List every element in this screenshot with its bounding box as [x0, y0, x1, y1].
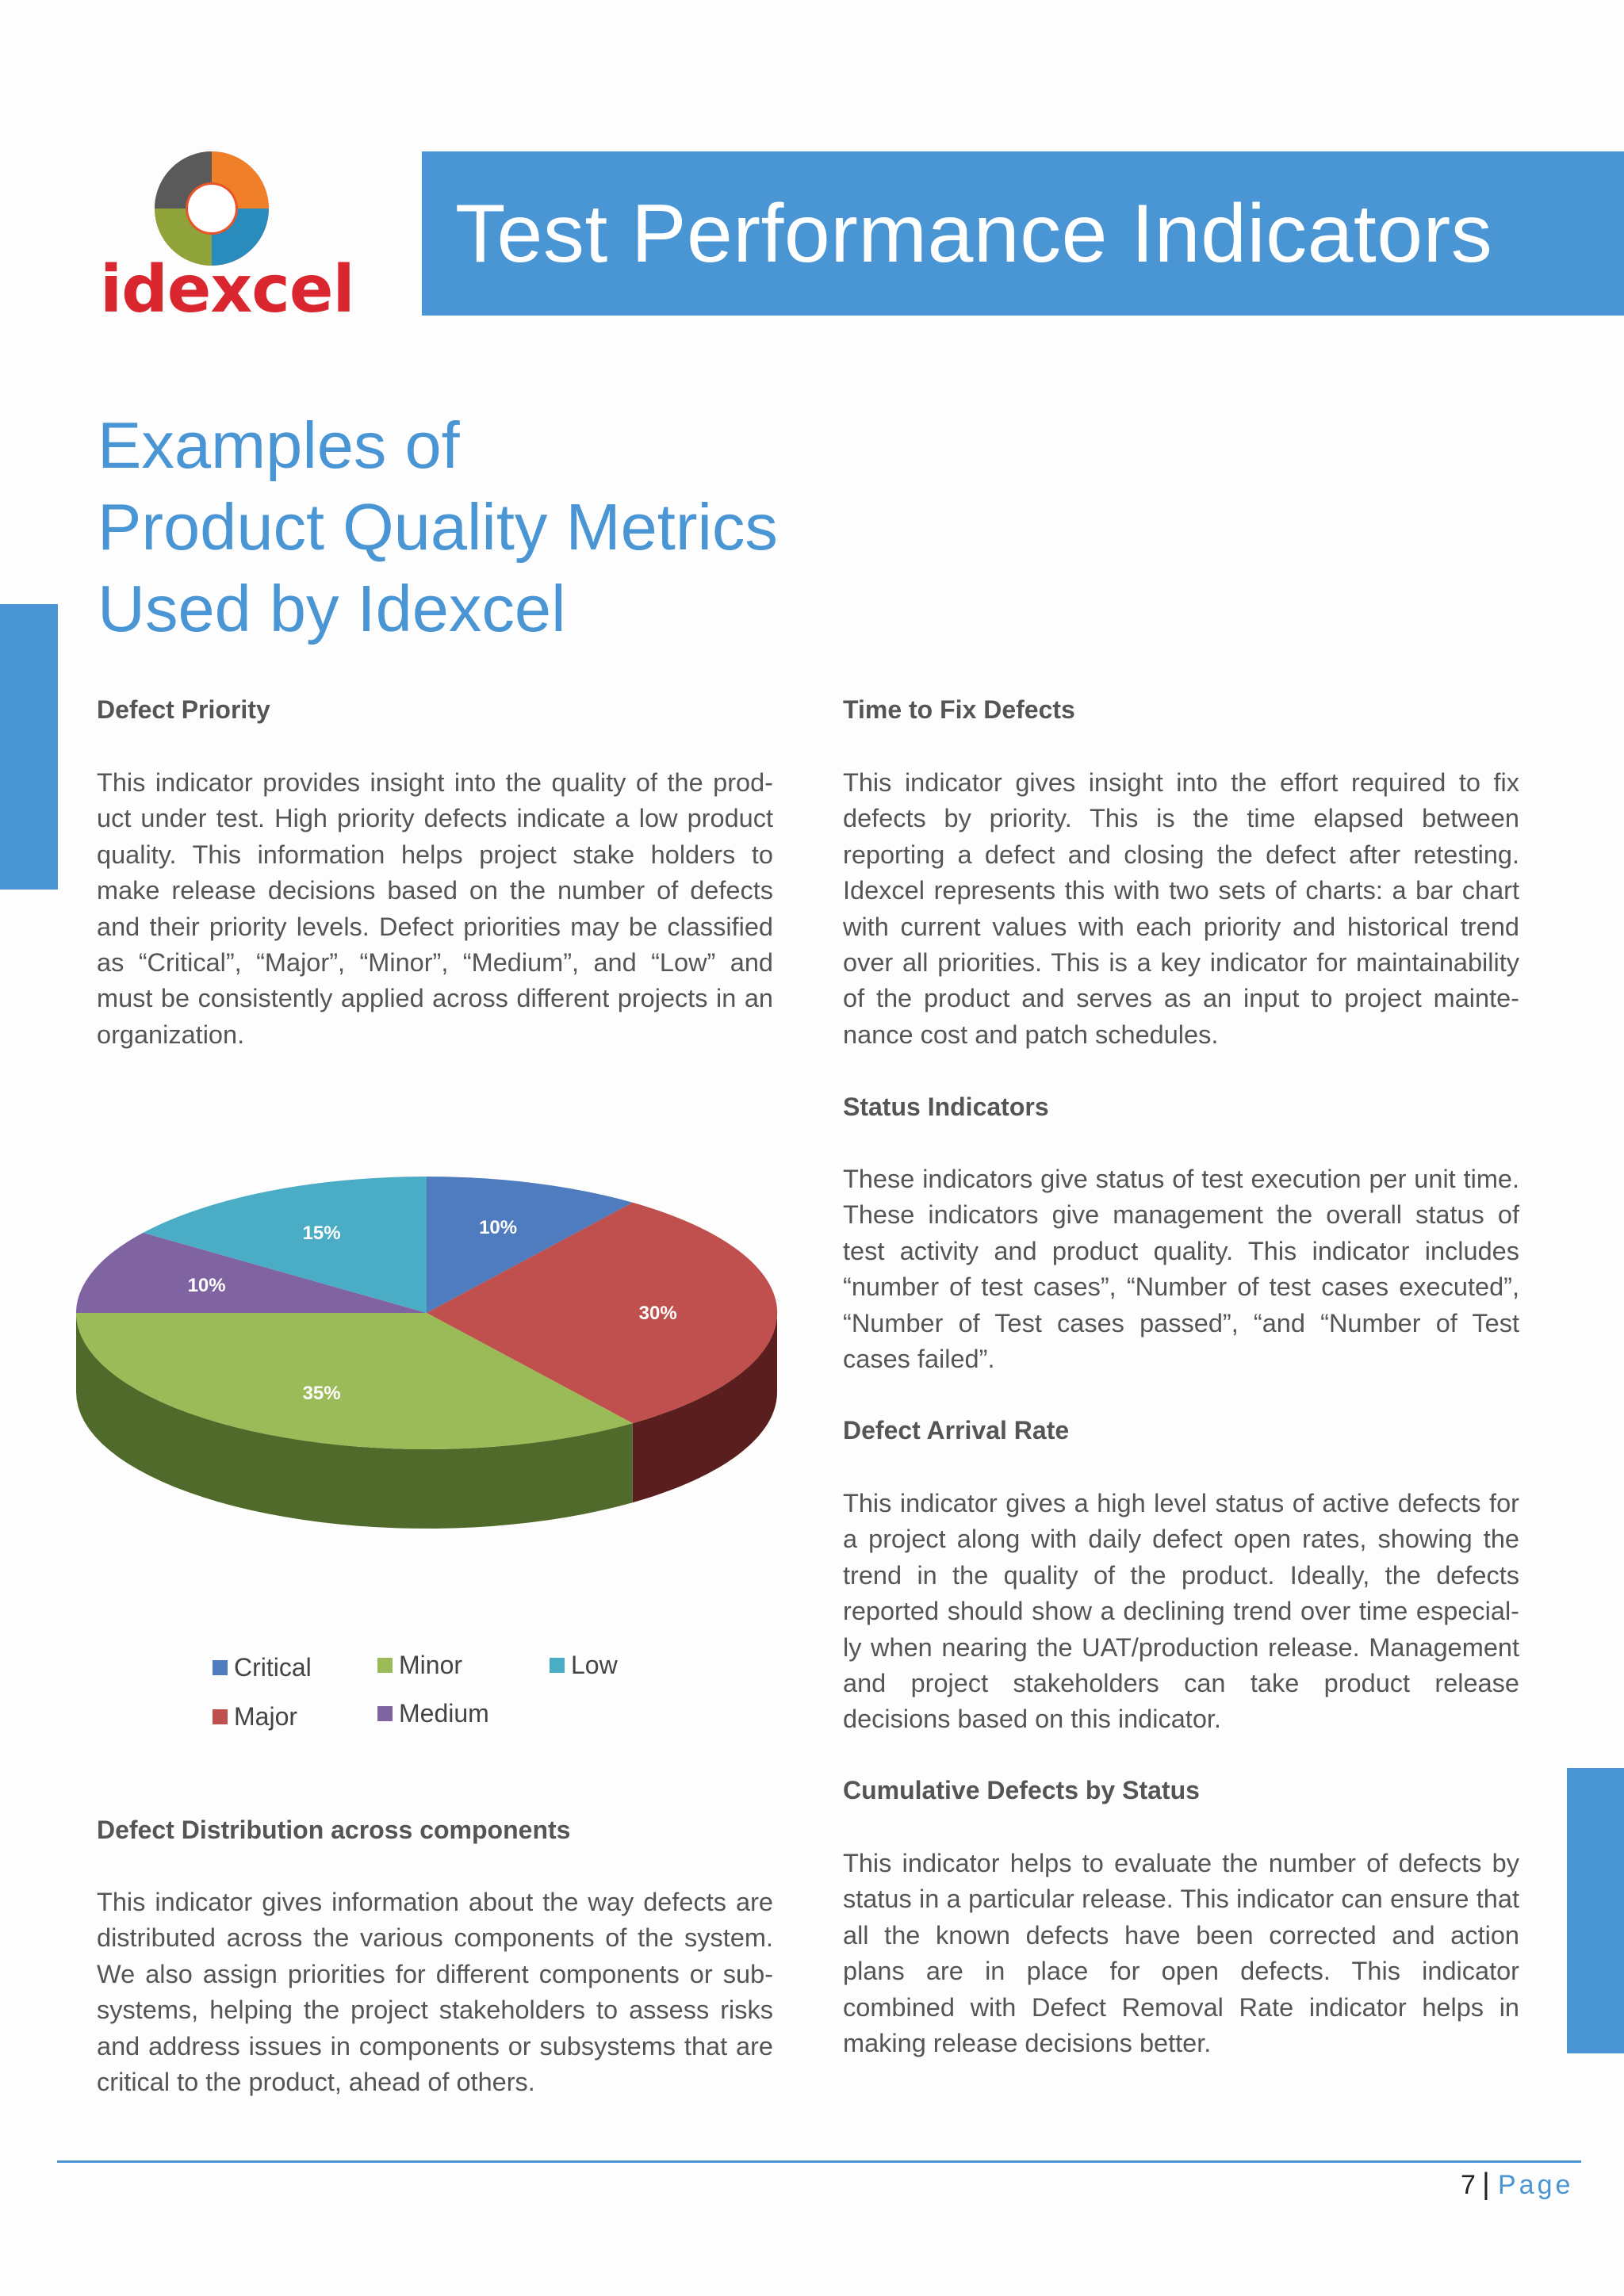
legend-label-low: Low: [571, 1651, 618, 1679]
pie-label-low: 15%: [302, 1222, 341, 1244]
defect-distribution-heading: Defect Distribution across components: [97, 1816, 571, 1844]
status-indicators-body: These indicators give status of test execution per unit time. These indicators give management the overall status of test activity and product quality. This indicator includes “number of test cases”, “Number of test cases executed”, “Number of Test cases passed”, “and “Number of Test cases failed”.: [843, 1165, 1519, 1374]
legend-swatch-low: [550, 1658, 565, 1673]
status-indicators-heading: Status Indicators: [843, 1093, 1049, 1121]
legend-item-medium: [377, 1699, 489, 1728]
time-to-fix-heading: Time to Fix Defects: [843, 695, 1075, 724]
legend-swatch-minor: [377, 1658, 393, 1673]
headline-line-2: Product Quality Metrics: [98, 490, 778, 564]
page-number: 7: [1461, 2170, 1476, 2200]
section-headline: [98, 404, 778, 649]
defect-arrival-body: This indicator gives a high level status of active defects for a project along with daily defect open rates, showing the trend in the quality of the product. Ideally, the defects reported should show a declining trend over time especial-ly when nearing the UAT/production release. Management and project stakeholders can take product release decisions based on this indicator.: [843, 1489, 1519, 1734]
legend-item-major: [213, 1702, 297, 1732]
headline-line-1: Examples of: [98, 408, 460, 482]
legend-swatch-critical: [213, 1660, 228, 1675]
legend-label-minor: Minor: [399, 1651, 463, 1679]
page-title: Test Performance Indicators: [455, 188, 1493, 280]
pie-label-medium: 10%: [187, 1274, 226, 1296]
pie-label-critical: 10%: [479, 1217, 518, 1238]
defect-arrival-heading: Defect Arrival Rate: [843, 1416, 1070, 1445]
legend-swatch-major: [213, 1709, 228, 1724]
footer-rule: [57, 2160, 1581, 2163]
legend-label-major: Major: [234, 1702, 298, 1731]
cumulative-defects-heading: Cumulative Defects by Status: [843, 1776, 1200, 1804]
headline-line-3: Used by Idexcel: [98, 572, 566, 645]
right-side-tab: [1567, 1768, 1624, 2053]
pie-label-major: 30%: [638, 1303, 677, 1324]
time-to-fix-body: This indicator gives insight into the effort required to fix defects by priority. This is the time elapsed between reporting a defect and closing the defect after retesting. Idexcel represents this with two sets of charts: a bar chart with current values with each priority and historical trend over all priorities. This is a key indicator for maintainability of the product and serves as an input to project mainte-nance cost and patch schedules.: [843, 768, 1519, 1049]
legend-item-critical: [213, 1653, 312, 1682]
logo-text: idexcel: [100, 252, 354, 327]
legend-label-medium: Medium: [399, 1699, 489, 1728]
left-side-tab: [0, 604, 58, 890]
page-label: Page: [1498, 2170, 1574, 2200]
pie-label-minor: 35%: [302, 1383, 341, 1405]
cumulative-defects-body: This indicator helps to evaluate the number of defects by status in a particular release. This indicator can ensure that all the known defects have been corrected and action plans are in place for open defects. This indicator combined with Defect Removal Rate indicator helps in making release decisions better.: [843, 1849, 1519, 2058]
defect-priority-body: This indicator provides insight into the quality of the prod-uct under test. High priority defects indicate a low product quality. This information helps project stake holders to make release decisions based on the number of defects and their priority levels. Defect priorities may be classified as “Critical”, “Major”, “Minor”, “Medium”, and “Low” and must be consistently applied across different projects in an organization.: [97, 768, 773, 1049]
legend-label-critical: Critical: [234, 1653, 312, 1682]
legend-swatch-medium: [377, 1706, 393, 1721]
page-separator: |: [1482, 2168, 1490, 2201]
defect-priority-pie-chart: [71, 1165, 785, 1609]
defect-priority-heading: Defect Priority: [97, 695, 270, 724]
legend-item-low: [550, 1651, 618, 1680]
legend-item-minor: [377, 1651, 462, 1680]
defect-distribution-body: This indicator gives information about the way defects are distributed across the various components of the system. We also assign priorities for different components or sub-systems, helping the project stakeholders to assess risks and address issues in components or subsystems that are critical to the product, ahead of others.: [97, 1888, 773, 2097]
